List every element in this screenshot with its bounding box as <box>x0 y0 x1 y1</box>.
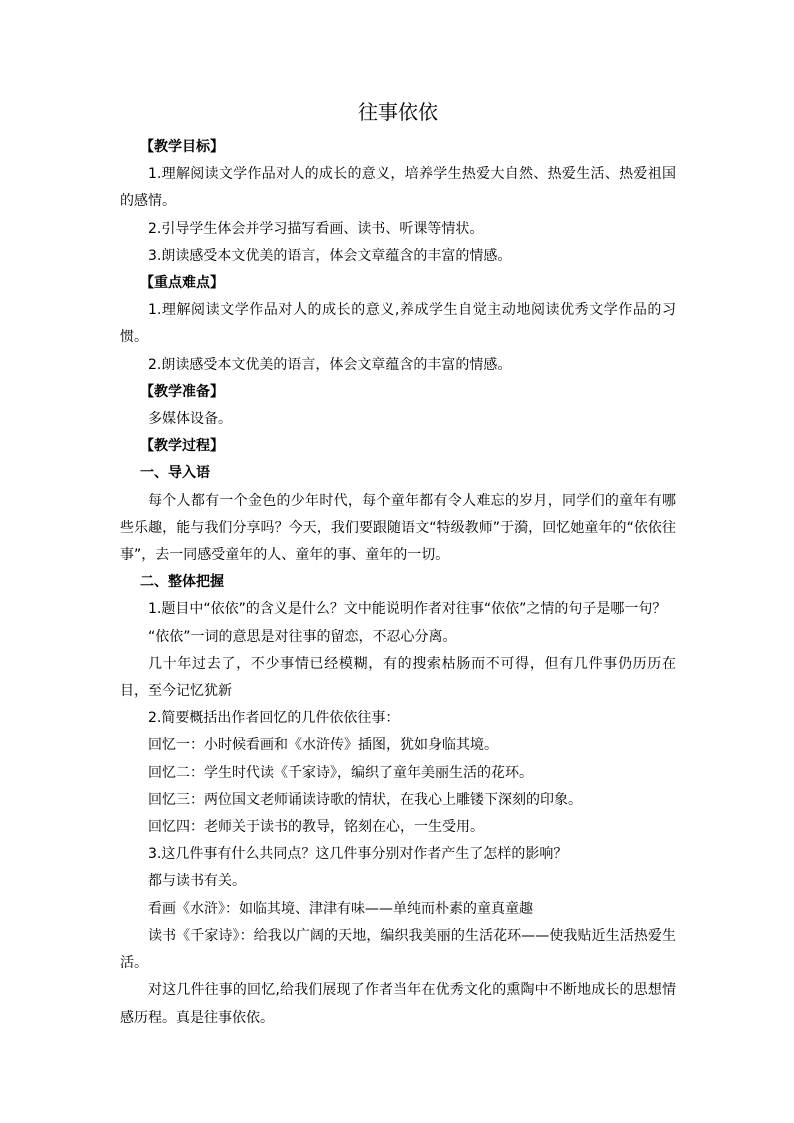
paragraph: 3.朗读感受本文优美的语言，体会文章蕴含的丰富的情感。 <box>148 247 512 264</box>
section-heading: 【教学过程】 <box>140 438 224 455</box>
section-heading: 【重点难点】 <box>140 275 224 292</box>
paragraph: 2.引导学生体会并学习描写看画、读书、听课等情状。 <box>148 220 484 237</box>
paragraph: 多媒体设备。 <box>148 411 232 428</box>
paragraph: 3.这几件事有什么共同点？这几件事分别对作者产生了怎样的影响？ <box>148 846 568 863</box>
paragraph: 每个人都有一个金色的少年时代，每个童年都有令人难忘的岁月，同学们的童年有哪些乐趣，能与我们分享吗？今天，我们要跟随语文“特级教师”于漪，回忆她童年的“依依往事”，去一同感受童年的人、童年的事、童年的一切。 <box>120 492 676 564</box>
section-heading: 【教学准备】 <box>140 383 224 400</box>
page-title: 往事依依 <box>358 100 438 124</box>
paragraph: 对这几件往事的回忆,给我们展现了作者当年在优秀文化的熏陶中不断地成长的思想情感历程。真是往事依依。 <box>120 982 676 1026</box>
paragraph: “依依”一词的意思是对往事的留恋，不忍心分离。 <box>148 628 457 645</box>
subsection-heading: 一、导入语 <box>140 465 210 482</box>
paragraph: 回忆三：两位国文老师诵读诗歌的情状，在我心上雕镂下深刻的印象。 <box>148 791 582 808</box>
document-page <box>120 98 676 1032</box>
paragraph: 回忆二：学生时代读《千家诗》，编织了童年美丽生活的花环。 <box>148 764 533 781</box>
paragraph: 几十年过去了，不少事情已经模糊，有的搜索枯肠而不可得，但有几件事仍历历在目，至今记忆犹新 <box>120 655 676 700</box>
paragraph: 看画《水浒》：如临其境、津津有味——单纯而朴素的童真童趣 <box>148 900 533 917</box>
paragraph: 读书《千家诗》：给我以广阔的天地，编织我美丽的生活花环——使我贴近生活热爱生活。 <box>120 927 676 972</box>
paragraph: 1.理解阅读文学作品对人的成长的意义，培养学生热爱大自然、热爱生活、热爱祖国的感情。 <box>120 166 676 210</box>
paragraph: 都与读书有关。 <box>148 873 246 890</box>
subsection-heading: 二、整体把握 <box>140 574 224 591</box>
paragraph: 回忆四：老师关于读书的教导，铭刻在心，一生受用。 <box>148 819 484 836</box>
paragraph: 1.题目中“依依”的含义是什么？文中能说明作者对往事“依依”之情的句子是哪一句？ <box>148 601 667 618</box>
paragraph: 2.简要概括出作者回忆的几件依依往事： <box>148 710 400 727</box>
paragraph: 2.朗读感受本文优美的语言，体会文章蕴含的丰富的情感。 <box>148 356 512 373</box>
section-heading: 【教学目标】 <box>140 139 224 155</box>
paragraph: 1.理解阅读文学作品对人的成长的意义,养成学生自觉主动地阅读优秀文学作品的习惯。 <box>120 302 676 346</box>
paragraph: 回忆一：小时候看画和《水浒传》插图，犹如身临其境。 <box>148 737 498 754</box>
